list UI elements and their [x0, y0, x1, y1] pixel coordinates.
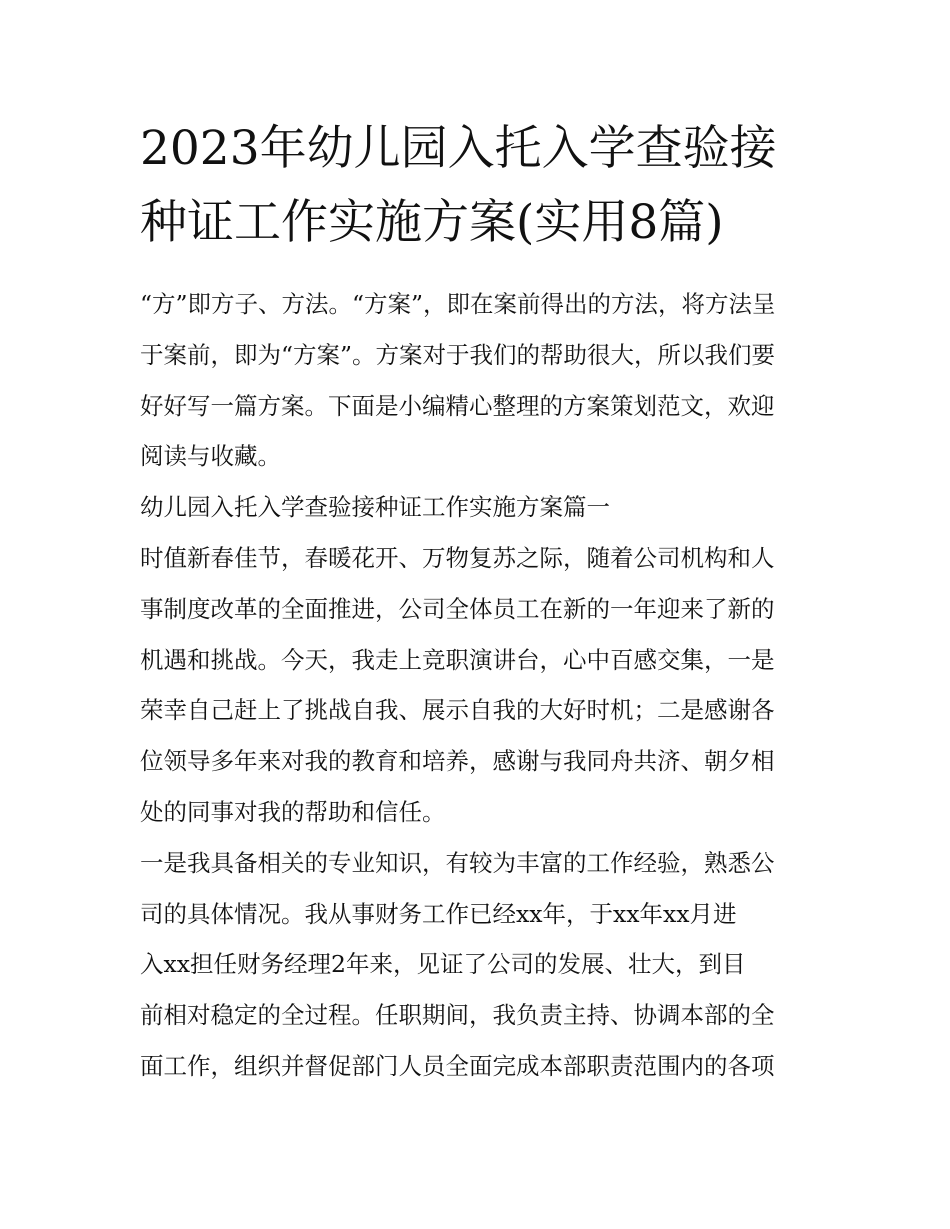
body-line: 于案前，即为“方案”。方案对于我们的帮助很大，所以我们要 [140, 340, 776, 369]
body-line: 荣幸自己赶上了挑战自我、展示自我的大好时机；二是感谢各 [140, 696, 775, 725]
body-line: 位领导多年来对我的教育和培养，感谢与我同舟共济、朝夕相 [140, 747, 775, 776]
document-body [140, 279, 820, 1092]
section-heading: 幼儿园入托入学查验接种证工作实施方案篇一 [140, 493, 610, 522]
body-line: 入xx担任财务经理2年来，见证了公司的发展、壮大，到目 [140, 950, 746, 979]
body-line: 阅读与收藏。 [140, 442, 281, 471]
body-line: 司的具体情况。我从事财务工作已经xx年，于xx年xx月进 [140, 899, 737, 928]
body-line: 面工作，组织并督促部门人员全面完成本部职责范围内的各项 [140, 1051, 775, 1080]
body-line: 一是我具备相关的专业知识，有较为丰富的工作经验，熟悉公 [140, 848, 775, 877]
body-line: 机遇和挑战。今天，我走上竞职演讲台，心中百感交集，一是 [140, 645, 775, 674]
body-line: 好好写一篇方案。下面是小编精心整理的方案策划范文，欢迎 [140, 391, 775, 420]
body-line: 事制度改革的全面推进，公司全体员工在新的一年迎来了新的 [140, 594, 775, 623]
body-line: “方”即方子、方法。“方案”，即在案前得出的方法，将方法呈 [140, 290, 776, 318]
body-line: 时值新春佳节，春暖花开、万物复苏之际，随着公司机构和人 [140, 543, 775, 572]
body-line: 前相对稳定的全过程。任职期间，我负责主持、协调本部的全 [140, 1001, 775, 1030]
document-title [140, 112, 820, 260]
title-line: 2023年幼儿园入托入学查验接 [140, 121, 777, 176]
title-line: 种证工作实施方案(实用8篇) [140, 195, 724, 250]
body-line: 处的同事对我的帮助和信任。 [140, 797, 446, 826]
